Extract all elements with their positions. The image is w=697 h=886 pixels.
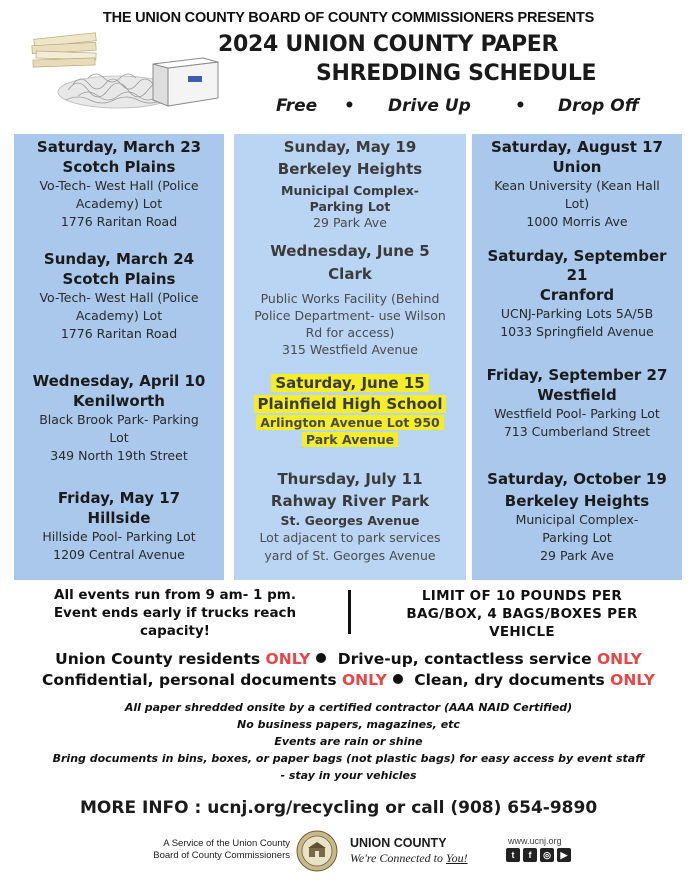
fine-print-line: Events are rain or shine bbox=[274, 735, 423, 748]
fine-print-line: Bring documents in bins, boxes, or paper bags (not plastic bags) for easy access by event staff bbox=[52, 752, 645, 765]
social-icons bbox=[506, 848, 571, 862]
tagline-you: You! bbox=[446, 851, 468, 865]
event-date: Saturday, June 15 bbox=[271, 374, 428, 392]
county-seal-icon bbox=[296, 830, 338, 872]
rules-line-1 bbox=[0, 650, 697, 668]
event-address: Park Avenue bbox=[302, 432, 398, 447]
event-date: Friday, September 27 bbox=[486, 366, 668, 384]
event-city: Hillside bbox=[87, 509, 151, 527]
bullet-icon bbox=[393, 674, 403, 684]
bag-limit-note bbox=[372, 587, 672, 641]
event-location: Parking Lot bbox=[542, 530, 612, 545]
title-line-2: SHREDDING SCHEDULE bbox=[316, 61, 597, 86]
rule-text: Drive-up, contactless service bbox=[332, 650, 597, 668]
only-emphasis: ONLY bbox=[610, 671, 655, 689]
event-location: Lot) bbox=[564, 196, 590, 211]
county-name: UNION COUNTY bbox=[350, 836, 447, 850]
event-card bbox=[14, 489, 224, 564]
event-location: UCNJ-Parking Lots 5A/5B bbox=[500, 306, 654, 321]
event-address: 29 Park Ave bbox=[540, 548, 614, 563]
event-card-highlighted bbox=[234, 374, 466, 448]
youtube-icon[interactable]: ▶ bbox=[557, 848, 571, 862]
event-city: Clark bbox=[328, 265, 372, 283]
presents-line: THE UNION COUNTY BOARD OF COUNTY COMMISSIONERS PRESENTS bbox=[102, 10, 595, 26]
only-emphasis: ONLY bbox=[342, 671, 387, 689]
event-location: Arlington Avenue Lot 950 bbox=[256, 415, 444, 430]
event-card bbox=[234, 470, 466, 565]
event-location: Municipal Complex- bbox=[281, 183, 419, 198]
event-city: Scotch Plains bbox=[62, 158, 176, 176]
limit-line: BAG/BOX, 4 BAGS/BOXES PER bbox=[406, 606, 638, 622]
fine-print-line: No business papers, magazines, etc bbox=[237, 718, 460, 731]
hours-line: All events run from 9 am- 1 pm. bbox=[54, 587, 296, 603]
title-line-1: 2024 UNION COUNTY PAPER bbox=[218, 32, 559, 57]
event-location: yard of St. Georges Avenue bbox=[264, 548, 436, 563]
event-card bbox=[14, 138, 224, 231]
event-city: Plainfield High School bbox=[254, 395, 447, 413]
event-location: Black Brook Park- Parking bbox=[39, 412, 199, 427]
vertical-divider bbox=[348, 590, 351, 634]
event-location: Lot adjacent to park services bbox=[259, 530, 441, 545]
twitter-icon[interactable]: t bbox=[506, 848, 520, 862]
event-address: 1033 Springfield Avenue bbox=[500, 324, 654, 339]
event-location: Municipal Complex- bbox=[515, 512, 639, 527]
bullet-icon bbox=[316, 653, 326, 663]
schedule-column-3 bbox=[472, 134, 682, 580]
event-location: Lot bbox=[109, 430, 129, 445]
event-date: Sunday, May 19 bbox=[283, 138, 417, 156]
tagline-separator: • bbox=[515, 96, 526, 116]
service-line: A Service of the Union County bbox=[163, 838, 290, 849]
event-city: Scotch Plains bbox=[62, 270, 176, 288]
event-location: Kean University (Kean Hall bbox=[494, 178, 660, 193]
event-city: Berkeley Heights bbox=[504, 492, 650, 510]
event-card bbox=[472, 470, 682, 565]
schedule-column-2 bbox=[234, 134, 466, 580]
event-date: Saturday, March 23 bbox=[36, 138, 202, 156]
event-city: Berkeley Heights bbox=[277, 160, 423, 178]
fine-print bbox=[0, 699, 697, 784]
event-address: 29 Park Ave bbox=[313, 215, 387, 230]
event-date: Saturday, September bbox=[487, 247, 667, 265]
event-address: 1776 Raritan Road bbox=[60, 326, 178, 341]
event-date: Saturday, August 17 bbox=[490, 138, 663, 156]
rule-text: Union County residents bbox=[55, 650, 266, 668]
event-hours-note bbox=[50, 586, 300, 640]
only-emphasis: ONLY bbox=[596, 650, 642, 668]
rule-text: Clean, dry documents bbox=[408, 671, 611, 689]
event-date: Saturday, October 19 bbox=[487, 470, 667, 488]
event-date: Sunday, March 24 bbox=[43, 250, 195, 268]
event-address: 713 Cumberland Street bbox=[503, 424, 651, 439]
event-date: 21 bbox=[566, 266, 588, 284]
event-location: Vo-Tech- West Hall (Police bbox=[39, 178, 199, 193]
event-location: Police Department- use Wilson bbox=[254, 308, 446, 323]
event-location: Hillside Pool- Parking Lot bbox=[42, 529, 196, 544]
event-location: Westfield Pool- Parking Lot bbox=[494, 406, 660, 421]
event-city: Cranford bbox=[539, 286, 615, 304]
event-card bbox=[472, 138, 682, 231]
event-address: 349 North 19th Street bbox=[50, 448, 188, 463]
tagline-separator: • bbox=[344, 96, 355, 116]
event-location: Parking Lot bbox=[309, 199, 391, 214]
rules-line-2 bbox=[0, 671, 697, 689]
fine-print-line: All paper shredded onsite by a certified contractor (AAA NAID Certified) bbox=[124, 701, 573, 714]
event-location: Rd for access) bbox=[305, 325, 395, 340]
tagline-free: Free bbox=[276, 96, 318, 116]
event-address: 1000 Morris Ave bbox=[526, 214, 628, 229]
event-card bbox=[14, 372, 224, 465]
event-card bbox=[472, 366, 682, 441]
paper-stack-icon bbox=[32, 33, 96, 67]
event-address: 315 Westfield Avenue bbox=[282, 342, 418, 357]
event-address: 1776 Raritan Road bbox=[60, 214, 178, 229]
only-emphasis: ONLY bbox=[265, 650, 311, 668]
hours-line: Event ends early if trucks reach bbox=[53, 605, 297, 621]
limit-line: LIMIT OF 10 POUNDS PER bbox=[421, 588, 623, 604]
event-card bbox=[14, 250, 224, 343]
event-date: Friday, May 17 bbox=[57, 489, 181, 507]
hours-line: capacity! bbox=[140, 623, 210, 639]
shredded-paper-illustration bbox=[28, 28, 223, 112]
tagline-drive-up: Drive Up bbox=[388, 96, 471, 116]
rule-text: Confidential, personal documents bbox=[42, 671, 342, 689]
limit-line: VEHICLE bbox=[489, 624, 555, 640]
event-date: Wednesday, April 10 bbox=[32, 372, 206, 390]
event-city: Union bbox=[552, 158, 602, 176]
event-location: Academy) Lot bbox=[75, 196, 163, 211]
tagline-text: We're Connected to bbox=[350, 851, 446, 865]
instagram-icon[interactable]: ◎ bbox=[540, 848, 554, 862]
fine-print-line: - stay in your vehicles bbox=[280, 769, 417, 782]
event-address: 1209 Central Avenue bbox=[53, 547, 185, 562]
more-info-line[interactable]: MORE INFO : ucnj.org/recycling or call (908) 654-9890 bbox=[80, 798, 598, 818]
event-date: Thursday, July 11 bbox=[277, 470, 423, 488]
header bbox=[0, 0, 697, 130]
event-card bbox=[472, 247, 682, 341]
event-city: Westfield bbox=[537, 386, 617, 404]
storage-box-icon bbox=[153, 58, 218, 106]
event-city: Rahway River Park bbox=[270, 492, 430, 510]
event-location: Academy) Lot bbox=[75, 308, 163, 323]
service-line: Board of County Commissioners bbox=[153, 850, 290, 861]
schedule-column-1 bbox=[14, 134, 224, 580]
tagline-drop-off: Drop Off bbox=[558, 96, 639, 116]
event-city: Kenilworth bbox=[73, 392, 165, 410]
service-credit bbox=[110, 838, 290, 862]
facebook-icon[interactable]: f bbox=[523, 848, 537, 862]
event-date: Wednesday, June 5 bbox=[270, 242, 430, 260]
website-link[interactable]: www.ucnj.org bbox=[508, 836, 562, 846]
county-tagline bbox=[350, 851, 468, 866]
event-card bbox=[234, 138, 466, 230]
event-card bbox=[234, 242, 466, 358]
event-location: St. Georges Avenue bbox=[280, 513, 420, 528]
event-location: Public Works Facility (Behind bbox=[260, 291, 440, 306]
event-location: Vo-Tech- West Hall (Police bbox=[39, 290, 199, 305]
